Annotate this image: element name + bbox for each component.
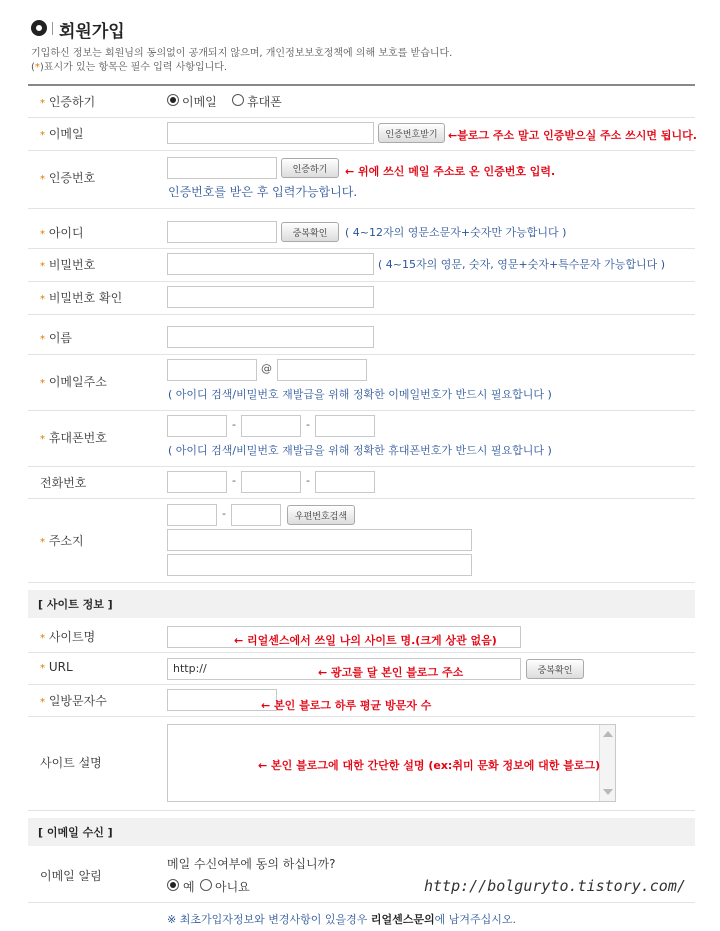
email-address-label-wrap bbox=[40, 373, 107, 390]
row-divider bbox=[28, 902, 695, 903]
email-receive-section-title: [ 이메일 수신 ] bbox=[28, 818, 695, 846]
required-mark: * bbox=[40, 261, 45, 272]
email-consent-radio-no[interactable] bbox=[200, 879, 212, 891]
page-title: 회원가입 bbox=[59, 22, 125, 42]
email-domain-input[interactable] bbox=[277, 359, 367, 381]
required-mark: * bbox=[40, 174, 45, 185]
email-note: ←블로그 주소 말고 인증받으실 주소 쓰시면 됩니다. bbox=[448, 129, 697, 142]
phone-label: 전화번호 bbox=[40, 476, 87, 490]
phone-part1-input[interactable] bbox=[167, 471, 227, 493]
zipcode-part1-input[interactable] bbox=[167, 504, 217, 526]
url-check-button[interactable]: 중복확인 bbox=[526, 659, 584, 679]
email-consent-option-yes: 예 bbox=[183, 880, 195, 894]
description-scrollbar[interactable] bbox=[599, 725, 615, 801]
auth-code-label: 인증번호 bbox=[48, 171, 96, 185]
row-divider bbox=[28, 410, 695, 411]
phone-separator: - bbox=[232, 474, 236, 487]
password-label: 비밀번호 bbox=[48, 258, 96, 272]
required-mark: * bbox=[40, 434, 45, 445]
email-consent-option-no: 아니요 bbox=[215, 880, 250, 894]
required-mark: * bbox=[40, 378, 45, 389]
email-label-wrap bbox=[40, 125, 84, 142]
password-confirm-label: 비밀번호 확인 bbox=[48, 291, 123, 305]
password-confirm-input[interactable] bbox=[167, 286, 374, 308]
row-divider bbox=[28, 208, 695, 209]
row-divider bbox=[28, 150, 695, 151]
mobile-label: 휴대폰번호 bbox=[48, 431, 107, 445]
phone-part2-input[interactable] bbox=[241, 471, 301, 493]
url-note: ← 광고를 달 본인 블로그 주소 bbox=[318, 666, 464, 679]
site-info-section-title: [ 사이트 정보 ] bbox=[28, 590, 695, 618]
user-id-check-button[interactable]: 중복확인 bbox=[281, 222, 339, 242]
required-mark: * bbox=[40, 633, 45, 644]
required-notice bbox=[31, 58, 227, 73]
name-input[interactable] bbox=[167, 326, 374, 348]
required-mark: * bbox=[40, 98, 45, 109]
row-divider bbox=[28, 716, 695, 717]
daily-visitors-note: ← 본인 블로그 하루 평균 방문자 수 bbox=[261, 699, 432, 712]
row-divider bbox=[28, 248, 695, 249]
email-address-hint: ( 아이디 검색/비밀번호 재발급을 위해 정확한 이메일번호가 반드시 필요합니다 ) bbox=[168, 388, 552, 401]
mobile-hint: ( 아이디 검색/비밀번호 재발급을 위해 정확한 휴대폰번호가 반드시 필요합니다 ) bbox=[168, 444, 552, 457]
daily-visitors-label-wrap bbox=[40, 692, 107, 709]
row-divider bbox=[28, 314, 695, 315]
password-confirm-label-wrap bbox=[40, 289, 122, 306]
site-name-label-wrap bbox=[40, 628, 95, 645]
auth-option-phone: 휴대폰 bbox=[247, 95, 282, 109]
footer-notice-prefix: ※ 최초가입자정보와 변경사항이 있을경우 bbox=[167, 913, 371, 926]
mobile-part2-input[interactable] bbox=[241, 415, 301, 437]
url-label-wrap bbox=[40, 660, 73, 674]
required-mark: * bbox=[40, 130, 45, 141]
email-at-sign: @ bbox=[261, 362, 272, 375]
footer-notice-bold: 리얼센스문의 bbox=[370, 913, 435, 926]
address-line2-input[interactable] bbox=[167, 554, 472, 576]
password-label-wrap bbox=[40, 256, 95, 273]
description-note: ← 본인 블로그에 대한 간단한 설명 (ex:취미 문화 정보에 대한 블로그) bbox=[258, 759, 601, 772]
required-mark: * bbox=[40, 229, 45, 240]
row-divider bbox=[28, 684, 695, 685]
required-mark: * bbox=[34, 62, 40, 73]
email-local-input[interactable] bbox=[167, 359, 257, 381]
auth-radio-phone[interactable] bbox=[232, 94, 244, 106]
required-mark: * bbox=[40, 663, 45, 674]
footer-notice-suffix: 에 남겨주십시오. bbox=[434, 913, 516, 926]
zipcode-part2-input[interactable] bbox=[231, 504, 281, 526]
mobile-separator: - bbox=[306, 418, 310, 431]
auth-option-email: 이메일 bbox=[182, 95, 217, 109]
address-label-wrap bbox=[40, 532, 84, 549]
auth-code-hint: 인증번호를 받은 후 입력가능합니다. bbox=[168, 185, 358, 199]
daily-visitors-label: 일방문자수 bbox=[48, 694, 107, 708]
privacy-notice: 기입하신 정보는 회원님의 동의없이 공개되지 않으며, 개인정보보호정책에 의해 보호를 받습니다. bbox=[31, 48, 453, 59]
email-consent-radio-yes[interactable] bbox=[167, 879, 179, 891]
email-consent-question: 메일 수신여부에 동의 하십니까? bbox=[167, 857, 336, 871]
send-auth-code-button[interactable]: 인증번호받기 bbox=[378, 123, 445, 143]
email-label: 이메일 bbox=[48, 127, 84, 141]
mobile-part1-input[interactable] bbox=[167, 415, 227, 437]
row-divider bbox=[28, 117, 695, 118]
auth-code-input[interactable] bbox=[167, 157, 277, 179]
auth-method-label: 인증하기 bbox=[48, 95, 96, 109]
zipcode-search-button[interactable]: 우편번호검색 bbox=[287, 505, 355, 525]
auth-radio-email[interactable] bbox=[167, 94, 179, 106]
required-mark: * bbox=[40, 334, 45, 345]
required-mark: * bbox=[40, 697, 45, 708]
scroll-down-icon[interactable] bbox=[603, 789, 613, 795]
row-divider bbox=[28, 810, 695, 811]
scroll-up-icon[interactable] bbox=[603, 731, 613, 737]
user-id-input[interactable] bbox=[167, 221, 277, 243]
password-input[interactable] bbox=[167, 253, 374, 275]
row-divider bbox=[28, 354, 695, 355]
phone-part3-input[interactable] bbox=[315, 471, 375, 493]
verify-button[interactable]: 인증하기 bbox=[281, 158, 339, 178]
name-label: 이름 bbox=[48, 331, 73, 345]
required-notice-prefix: ( bbox=[31, 62, 35, 73]
zipcode-separator: - bbox=[222, 507, 226, 520]
address-line1-input[interactable] bbox=[167, 529, 472, 551]
email-notify-label: 이메일 알림 bbox=[40, 869, 102, 883]
site-name-note: ← 리얼센스에서 쓰일 나의 사이트 명.(크게 상관 없음) bbox=[234, 634, 497, 647]
email-input[interactable] bbox=[167, 122, 374, 144]
auth-code-note: ← 위에 쓰신 메일 주소로 온 인증번호 입력. bbox=[345, 165, 556, 178]
mobile-separator: - bbox=[232, 418, 236, 431]
mobile-label-wrap bbox=[40, 429, 107, 446]
password-hint: ( 4~15자의 영문, 숫자, 영문+숫자+특수문자 가능합니다 ) bbox=[378, 258, 666, 271]
mobile-part3-input[interactable] bbox=[315, 415, 375, 437]
watermark: http://bolguryto.tistory.com/ bbox=[424, 877, 686, 895]
auth-method-label-wrap bbox=[40, 93, 95, 110]
user-id-hint: ( 4~12자의 영문소문자+숫자만 가능합니다 ) bbox=[345, 226, 567, 239]
email-address-label: 이메일주소 bbox=[48, 375, 107, 389]
row-divider bbox=[28, 281, 695, 282]
url-input-value: http:// bbox=[173, 662, 207, 675]
user-id-label: 아이디 bbox=[48, 226, 84, 240]
description-label: 사이트 설명 bbox=[40, 756, 102, 770]
address-label: 주소지 bbox=[48, 534, 84, 548]
name-label-wrap bbox=[40, 329, 72, 346]
user-id-label-wrap bbox=[40, 224, 84, 241]
auth-code-label-wrap bbox=[40, 169, 95, 186]
row-divider bbox=[28, 582, 695, 583]
title-divider bbox=[52, 22, 53, 35]
title-icon bbox=[31, 20, 47, 36]
phone-separator: - bbox=[306, 474, 310, 487]
row-divider bbox=[28, 466, 695, 467]
footer-notice bbox=[167, 911, 516, 927]
row-divider bbox=[28, 498, 695, 499]
required-notice-suffix: )표시가 있는 항목은 필수 입력 사항입니다. bbox=[39, 62, 228, 73]
url-label: URL bbox=[48, 660, 73, 674]
required-mark: * bbox=[40, 537, 45, 548]
row-divider bbox=[28, 652, 695, 653]
site-name-label: 사이트명 bbox=[48, 630, 96, 644]
required-mark: * bbox=[40, 294, 45, 305]
form-top-border bbox=[28, 84, 695, 86]
